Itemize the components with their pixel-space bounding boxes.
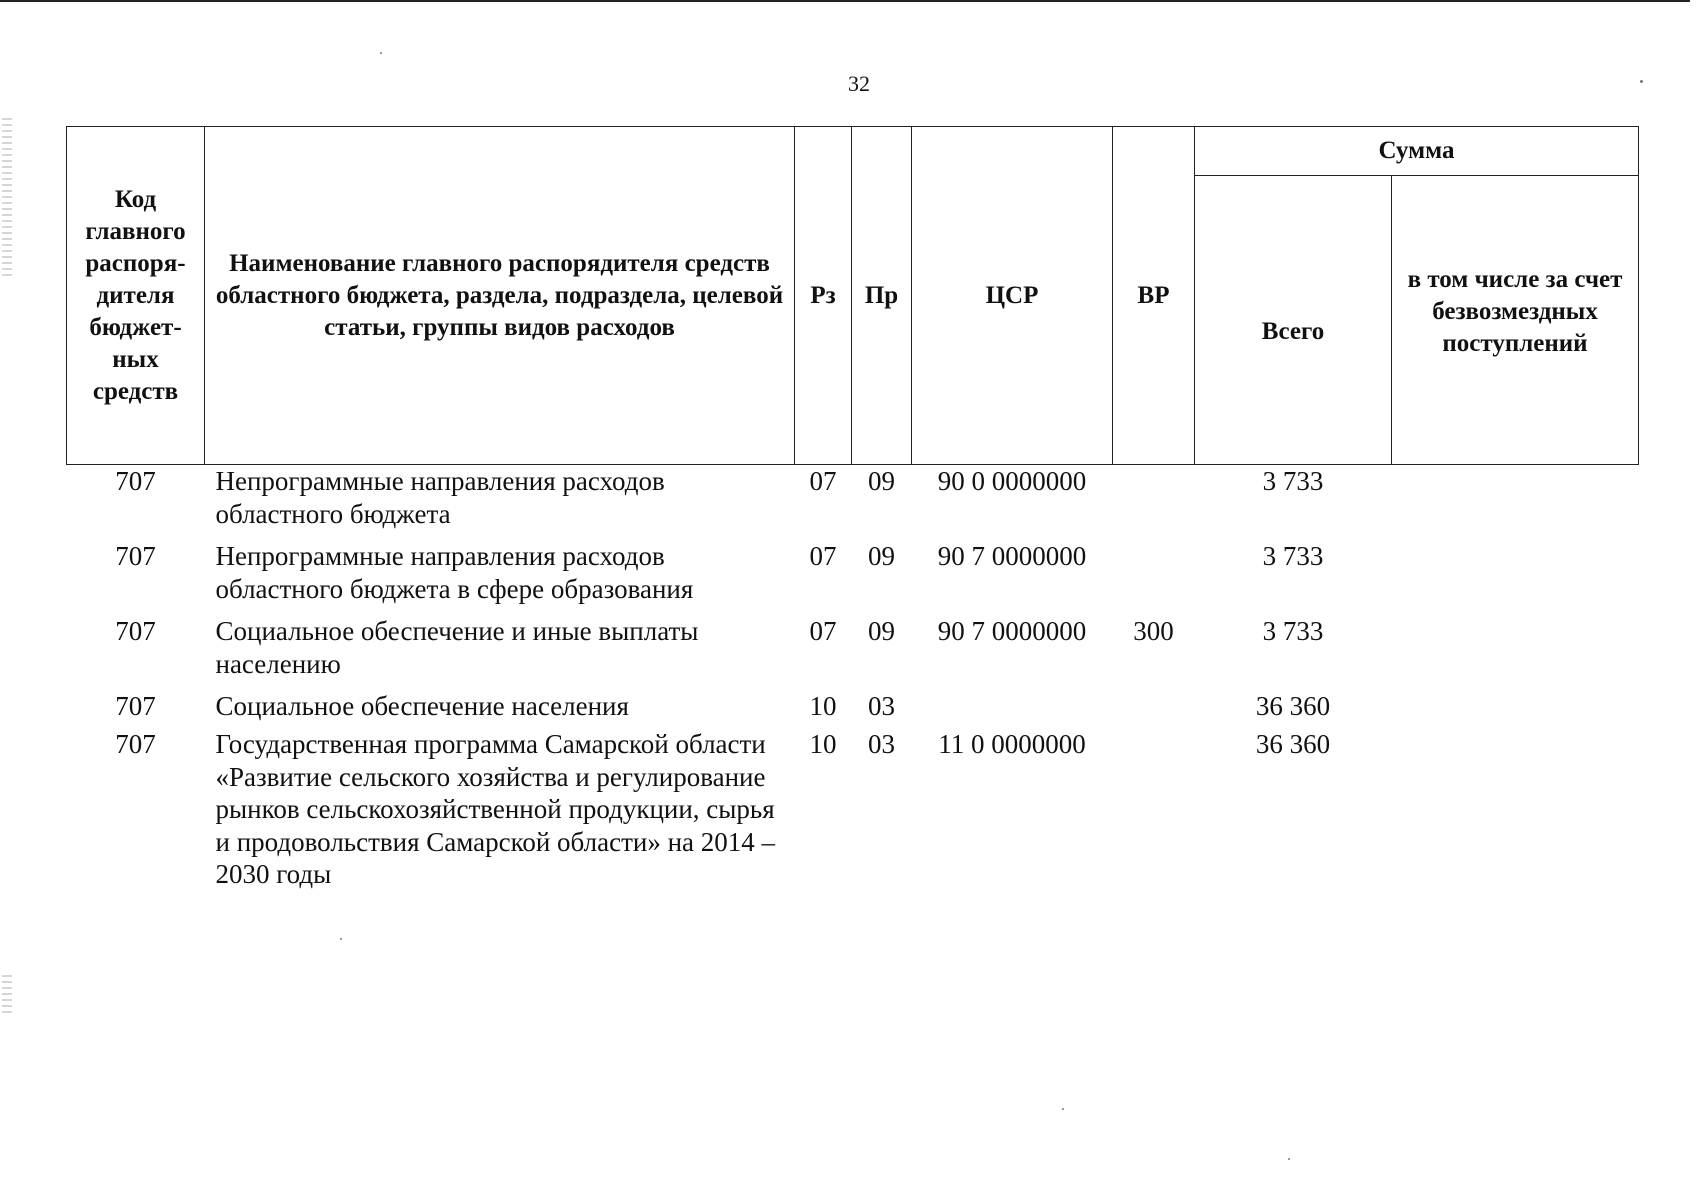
cell-total: 3 733 bbox=[1262, 466, 1324, 496]
scan-speck bbox=[340, 938, 342, 940]
cell-total: 36 360 bbox=[1255, 691, 1331, 721]
cell-rz: 10 bbox=[809, 729, 837, 759]
cell-name: Государственная программа Самарской области «Развитие сельского хозяйства и регулирование рынков сельскохозяйственной продукции, сырья и продовольствия Самарской области» на 2014 – 2030 годы bbox=[215, 729, 775, 889]
cell-rz: 07 bbox=[809, 466, 837, 496]
top-rule bbox=[0, 0, 1690, 2]
scan-speck bbox=[1062, 1108, 1064, 1110]
table-row bbox=[67, 615, 1639, 690]
table-row bbox=[67, 728, 1639, 898]
cell-code: 707 bbox=[115, 466, 156, 496]
header-sum: Сумма bbox=[1195, 127, 1639, 176]
cell-pr: 03 bbox=[868, 691, 895, 721]
page-number: 32 bbox=[848, 71, 870, 96]
cell-vr bbox=[1113, 690, 1195, 728]
cell-csr: 90 7 0000000 bbox=[937, 616, 1087, 646]
cell-pr: 09 bbox=[868, 541, 895, 571]
header-csr: ЦСР bbox=[912, 127, 1113, 465]
cell-name: Социальное обеспечение и иные выплаты населению bbox=[215, 616, 699, 679]
cell-rz: 10 bbox=[809, 691, 837, 721]
cell-vr bbox=[1113, 465, 1195, 541]
header-rz: Рз bbox=[795, 127, 852, 465]
cell-name: Социальное обеспечение населения bbox=[215, 691, 629, 721]
cell-vr bbox=[1113, 728, 1195, 898]
cell-code: 707 bbox=[115, 691, 156, 721]
cell-rz: 07 bbox=[809, 541, 837, 571]
scan-speck bbox=[380, 52, 382, 54]
header-name: Наименование главного распорядителя средств областного бюджета, раздела, подраздела, целевой статьи, группы видов расходов bbox=[205, 127, 795, 465]
cell-name: Непрограммные направления расходов областного бюджета bbox=[215, 466, 665, 529]
cell-vr: 300 bbox=[1133, 616, 1174, 646]
cell-code: 707 bbox=[115, 541, 156, 571]
cell-pr: 09 bbox=[868, 466, 895, 496]
cell-csr: 11 0 0000000 bbox=[938, 729, 1086, 759]
cell-csr bbox=[912, 690, 1113, 728]
header-vr: ВР bbox=[1113, 127, 1195, 465]
cell-name: Непрограммные направления расходов областного бюджета в сфере образования bbox=[215, 541, 694, 604]
cell-free bbox=[1392, 728, 1639, 898]
cell-rz: 07 bbox=[809, 616, 837, 646]
cell-free bbox=[1392, 690, 1639, 728]
budget-table bbox=[66, 126, 1639, 898]
table-body bbox=[67, 465, 1639, 899]
cell-code: 707 bbox=[115, 616, 156, 646]
table-row bbox=[67, 465, 1639, 541]
header-pr: Пр bbox=[852, 127, 912, 465]
cell-free bbox=[1392, 540, 1639, 615]
cell-vr bbox=[1113, 540, 1195, 615]
table-header bbox=[67, 127, 1639, 465]
cell-pr: 03 bbox=[868, 729, 895, 759]
header-code: Код главного распоря- дителя бюджет- ных средств bbox=[67, 127, 205, 465]
scan-edge-noise bbox=[2, 118, 12, 278]
header-free: в том числе за счет безвозмездных поступлений bbox=[1392, 176, 1639, 465]
cell-free bbox=[1392, 615, 1639, 690]
table-row bbox=[67, 690, 1639, 728]
table-row bbox=[67, 540, 1639, 615]
cell-total: 3 733 bbox=[1262, 541, 1324, 571]
cell-csr: 90 7 0000000 bbox=[937, 541, 1087, 571]
scan-speck bbox=[1288, 1158, 1290, 1160]
cell-total: 36 360 bbox=[1255, 729, 1331, 759]
cell-code: 707 bbox=[115, 729, 156, 759]
cell-free bbox=[1392, 465, 1639, 541]
cell-csr: 90 0 0000000 bbox=[937, 466, 1087, 496]
header-total: Всего bbox=[1195, 176, 1392, 465]
cell-total: 3 733 bbox=[1262, 616, 1324, 646]
scan-edge-noise bbox=[2, 975, 12, 1015]
cell-pr: 09 bbox=[868, 616, 895, 646]
